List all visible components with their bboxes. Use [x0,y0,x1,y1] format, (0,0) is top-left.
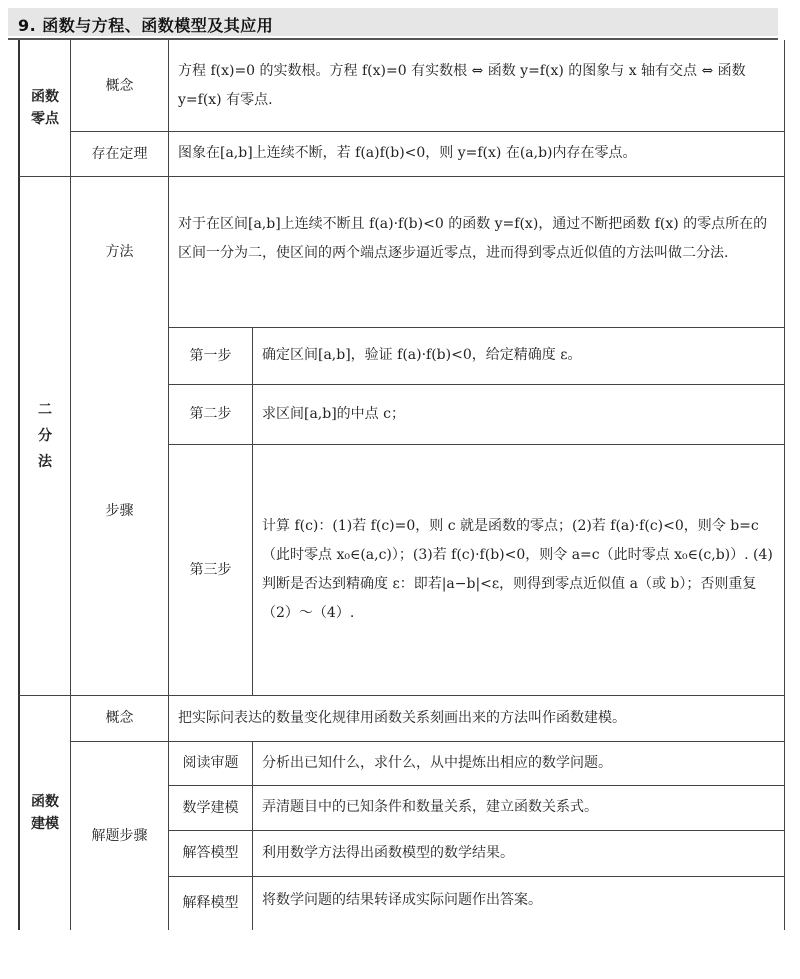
modeling-step-label: 数学建模 [182,799,239,816]
zero-concept-label: 概念 [105,77,134,94]
modeling-step-text: 分析出已知什么，求什么，从中提炼出相应的数学问题。 [262,755,612,771]
zero-theorem-text: 图象在[a,b]上连续不断，若 f(a)f(b)<0，则 y=f(x) 在(a,b)内存在零点。 [178,145,637,161]
row-line [168,830,784,831]
step-text: 求区间[a,b]的中点 c； [262,406,405,422]
step-divider-modeling [252,741,253,930]
row-line [168,876,784,877]
bisection-method-label: 方法 [105,243,134,260]
modeling-step-text: 将数学问题的结果转译成实际问题作出答案。 [262,892,542,908]
modeling-step-text: 弄清题目中的已知条件和数量关系，建立函数关系式。 [262,799,598,815]
modeling-step-label: 解释模型 [182,895,239,911]
step-label: 第三步 [189,561,232,578]
modeling-concept-label: 概念 [105,710,134,726]
category-zero: 函数 零点 [31,89,59,127]
category-modeling: 函数 建模 [31,793,59,832]
modeling-step-label: 解答模型 [182,845,239,861]
category-bisection: 二 分 法 [38,401,52,470]
step-label: 第二步 [189,406,232,422]
zero-theorem-label: 存在定理 [91,145,148,162]
step-label: 第一步 [189,347,232,364]
zero-concept-text: 方程 f(x)=0 的实数根。方程 f(x)=0 有实数根 ⇔ 函数 y=f(x) 的图象与 x 轴有交点 ⇔ 函数 y=f(x) 有零点. [178,63,746,108]
modeling-concept-text: 把实际问表达的数量变化规律用函数关系刻画出来的方法叫作函数建模。 [178,710,626,726]
bisection-steps-label: 步骤 [105,503,134,519]
row-line [168,327,784,328]
modeling-step-text: 利用数学方法得出函数模型的数学结果。 [262,845,514,861]
step-text: 计算 f(c)：(1)若 f(c)=0，则 c 就是函数的零点；(2)若 f(a)·f(c)<0，则令 b=c（此时零点 x₀∈(a,c)）；(3)若 f(c)·f(b)<0，则令 a=c（此时零点 x₀∈(c,b)）. (4) 判断是否达到精确度 ε：即若|a−b|<ε，则得到零点近似值 a（或 b）；否则重复（2）～（4）. [262,518,773,621]
table-right-border [784,40,785,930]
modeling-step-label: 阅读审题 [182,755,239,771]
row-line [168,785,784,786]
step-divider-bisection [252,327,253,695]
row-line [70,131,784,132]
row-line [168,384,784,385]
page-title: 9. 函数与方程、函数模型及其应用 [18,16,274,35]
step-text: 确定区间[a,b]，验证 f(a)·f(b)<0，给定精确度 ε。 [262,347,582,363]
bisection-method-text: 对于在区间[a,b]上连续不断且 f(a)·f(b)<0 的函数 y=f(x)，通过不断把函数 f(x) 的零点所在的区间一分为二，使区间的两个端点逐步逼近零点，进而得到零点近似值的方法叫做二分法. [178,216,768,261]
modeling-steps-label: 解题步骤 [91,827,148,844]
row-line [168,444,784,445]
